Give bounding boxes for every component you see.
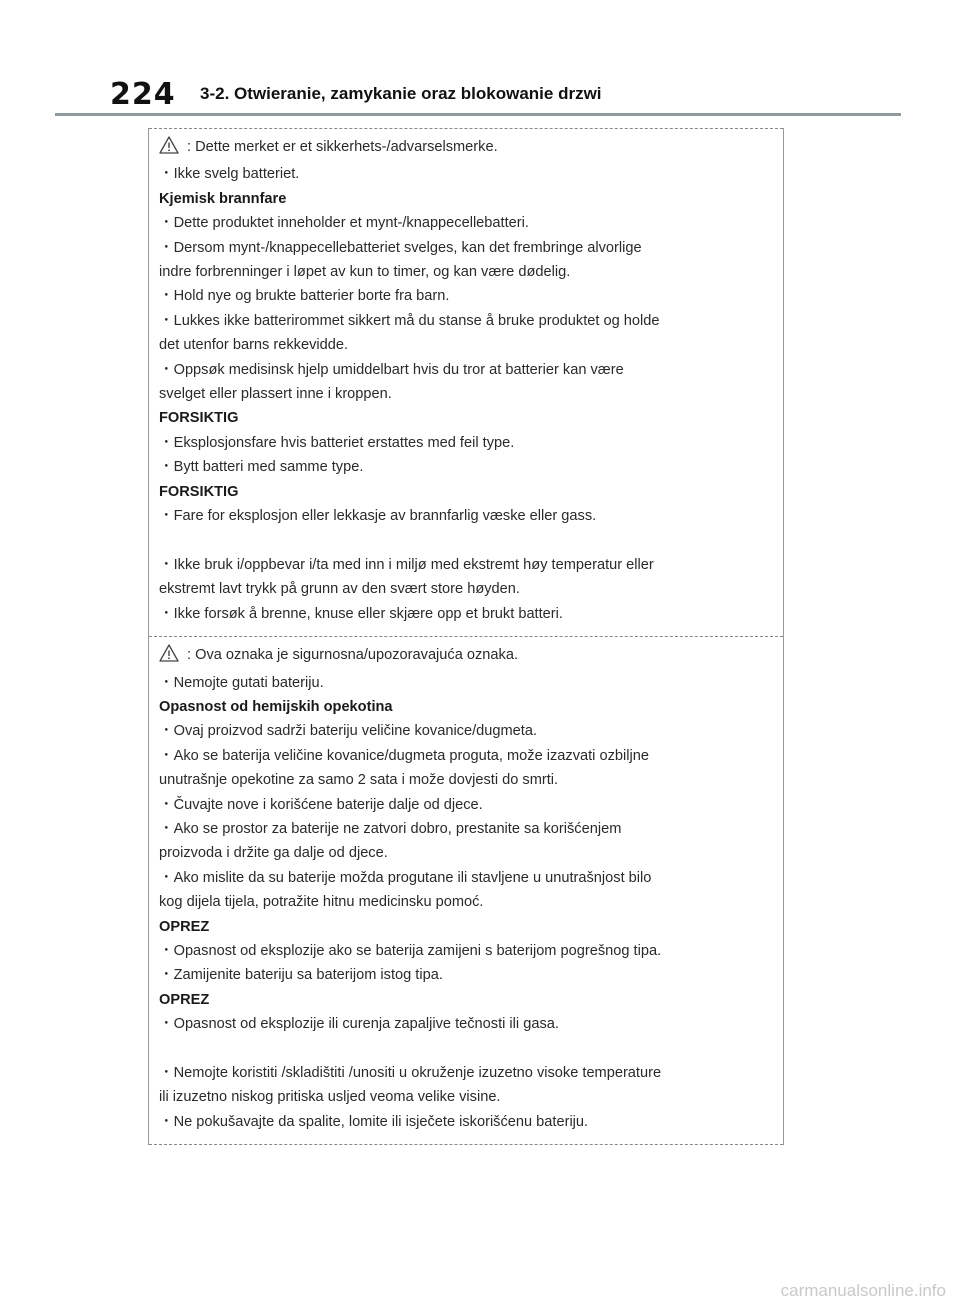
line-text: unutrašnje opekotine za samo 2 sata i može dovjesti do smrti.	[159, 772, 559, 789]
line-text: ・Oppsøk medisinsk hjelp umiddelbart hvis du tror at batterier kan være	[159, 361, 624, 378]
warning-text-line	[159, 455, 773, 479]
warning-heading	[159, 406, 773, 430]
line-text: ・Eksplosjonsfare hvis batteriet erstattes med feil type.	[159, 434, 515, 451]
warning-text-line	[159, 504, 773, 528]
warning-text-line	[159, 602, 773, 626]
warning-text-line	[159, 939, 773, 963]
warning-text-line	[159, 1110, 773, 1134]
warning-text-line	[159, 643, 773, 670]
line-text: ・Ikke bruk i/oppbevar i/ta med inn i miljø med ekstremt høy temperatur eller	[159, 556, 654, 573]
warning-section	[149, 128, 783, 636]
line-text: FORSIKTIG	[159, 410, 239, 427]
line-text: ・Ako se prostor za baterije ne zatvori dobro, prestanite sa korišćenjem	[159, 820, 622, 837]
warning-box	[148, 128, 784, 1145]
line-text: ekstremt lavt trykk på grunn av den svært store høyden.	[159, 581, 520, 598]
line-text: OPREZ	[159, 991, 210, 1008]
line-text: : Dette merket er et sikkerhets-/advarselsmerke.	[187, 139, 498, 155]
line-text: ・Ikke svelg batteriet.	[159, 166, 300, 183]
line-text: ・Ako mislite da su baterije možda progutane ili stavljene u unutrašnjost bilo	[159, 869, 652, 886]
warning-text-line	[159, 719, 773, 743]
line-text: : Ova oznaka je sigurnosna/upozoravajuća oznaka.	[187, 647, 518, 664]
warning-text-line	[159, 1085, 773, 1109]
warning-text-line	[159, 577, 773, 601]
warning-triangle-icon	[159, 136, 179, 162]
line-text: ・Zamijenite bateriju sa baterijom istog tipa.	[159, 967, 443, 984]
section-title: 3-2. Otwieranie, zamykanie oraz blokowanie drzwi	[200, 84, 602, 103]
line-text: ・Čuvajte nove i korišćene baterije dalje od djece.	[159, 796, 483, 813]
line-text: indre forbrenninger i løpet av kun to timer, og kan være dødelig.	[159, 264, 571, 281]
line-text: Kjemisk brannfare	[159, 190, 287, 207]
warning-text-line	[159, 236, 773, 260]
warning-triangle-icon	[159, 644, 179, 670]
line-text: ・Ako se baterija veličine kovanice/dugmeta proguta, može izazvati ozbiljne	[159, 747, 649, 764]
warning-text-line	[159, 1012, 773, 1036]
warning-text-line	[159, 135, 773, 162]
warning-text-line	[159, 817, 773, 841]
warning-text-line	[159, 671, 773, 695]
warning-text-line	[159, 211, 773, 235]
line-text: kog dijela tijela, potražite hitnu medicinsku pomoć.	[159, 894, 484, 911]
line-text: ・Lukkes ikke batterirommet sikkert må du stanse å bruke produktet og holde	[159, 312, 660, 329]
line-text: OPREZ	[159, 918, 210, 935]
line-text: det utenfor barns rekkevidde.	[159, 337, 349, 354]
warning-text-line	[159, 162, 773, 186]
line-text: ・Fare for eksplosjon eller lekkasje av brannfarlig væske eller gass.	[159, 508, 597, 525]
warning-heading	[159, 988, 773, 1012]
warning-text-line	[159, 744, 773, 768]
watermark: carmanualsonline.info	[780, 1281, 946, 1300]
line-text: ・Dette produktet inneholder et mynt-/knappecellebatteri.	[159, 215, 529, 232]
warning-text-line	[159, 553, 773, 577]
line-text: proizvoda i držite ga dalje od djece.	[159, 845, 388, 862]
warning-text-line	[159, 431, 773, 455]
warning-heading	[159, 480, 773, 504]
warning-text-line	[159, 358, 773, 382]
warning-text-line	[159, 793, 773, 817]
warning-text-line	[159, 841, 773, 865]
page-number: 224	[110, 76, 176, 112]
warning-heading	[159, 915, 773, 939]
warning-text-line	[159, 382, 773, 406]
line-text: ・Opasnost od eksplozije ako se baterija zamijeni s baterijom pogrešnog tipa.	[159, 942, 662, 959]
line-text: ・Dersom mynt-/knappecellebatteriet svelges, kan det frembringe alvorlige	[159, 239, 642, 256]
line-text: ・Hold nye og brukte batterier borte fra barn.	[159, 288, 450, 305]
warning-text-line	[159, 963, 773, 987]
page-header	[60, 74, 900, 114]
header-rule	[55, 113, 901, 116]
warning-text-line	[159, 890, 773, 914]
line-text: ・Nemojte gutati bateriju.	[159, 674, 324, 691]
warning-heading	[159, 695, 773, 719]
line-text: ili izuzetno niskog pritiska usljed veoma velike visine.	[159, 1089, 501, 1106]
line-text: ・Ovaj proizvod sadrži bateriju veličine kovanice/dugmeta.	[159, 723, 537, 740]
warning-heading	[159, 187, 773, 211]
line-text: FORSIKTIG	[159, 483, 239, 500]
line-text: ・Bytt batteri med samme type.	[159, 459, 364, 476]
warning-text-line	[159, 260, 773, 284]
warning-section	[149, 636, 783, 1145]
warning-text-line	[159, 1037, 773, 1061]
line-text: ・Ikke forsøk å brenne, knuse eller skjære opp et brukt batteri.	[159, 605, 563, 622]
line-text: ・Nemojte koristiti /skladištiti /unositi u okruženje izuzetno visoke temperature	[159, 1065, 662, 1081]
warning-text-line	[159, 529, 773, 553]
warning-text-line	[159, 284, 773, 308]
line-text: svelget eller plassert inne i kroppen.	[159, 386, 392, 403]
line-text: Opasnost od hemijskih opekotina	[159, 698, 393, 715]
warning-text-line	[159, 1061, 773, 1085]
warning-text-line	[159, 866, 773, 890]
warning-text-line	[159, 333, 773, 357]
warning-text-line	[159, 309, 773, 333]
line-text: ・Ne pokušavajte da spalite, lomite ili isječete iskorišćenu bateriju.	[159, 1113, 589, 1130]
warning-text-line	[159, 768, 773, 792]
line-text: ・Opasnost od eksplozije ili curenja zapaljive tečnosti ili gasa.	[159, 1016, 559, 1033]
